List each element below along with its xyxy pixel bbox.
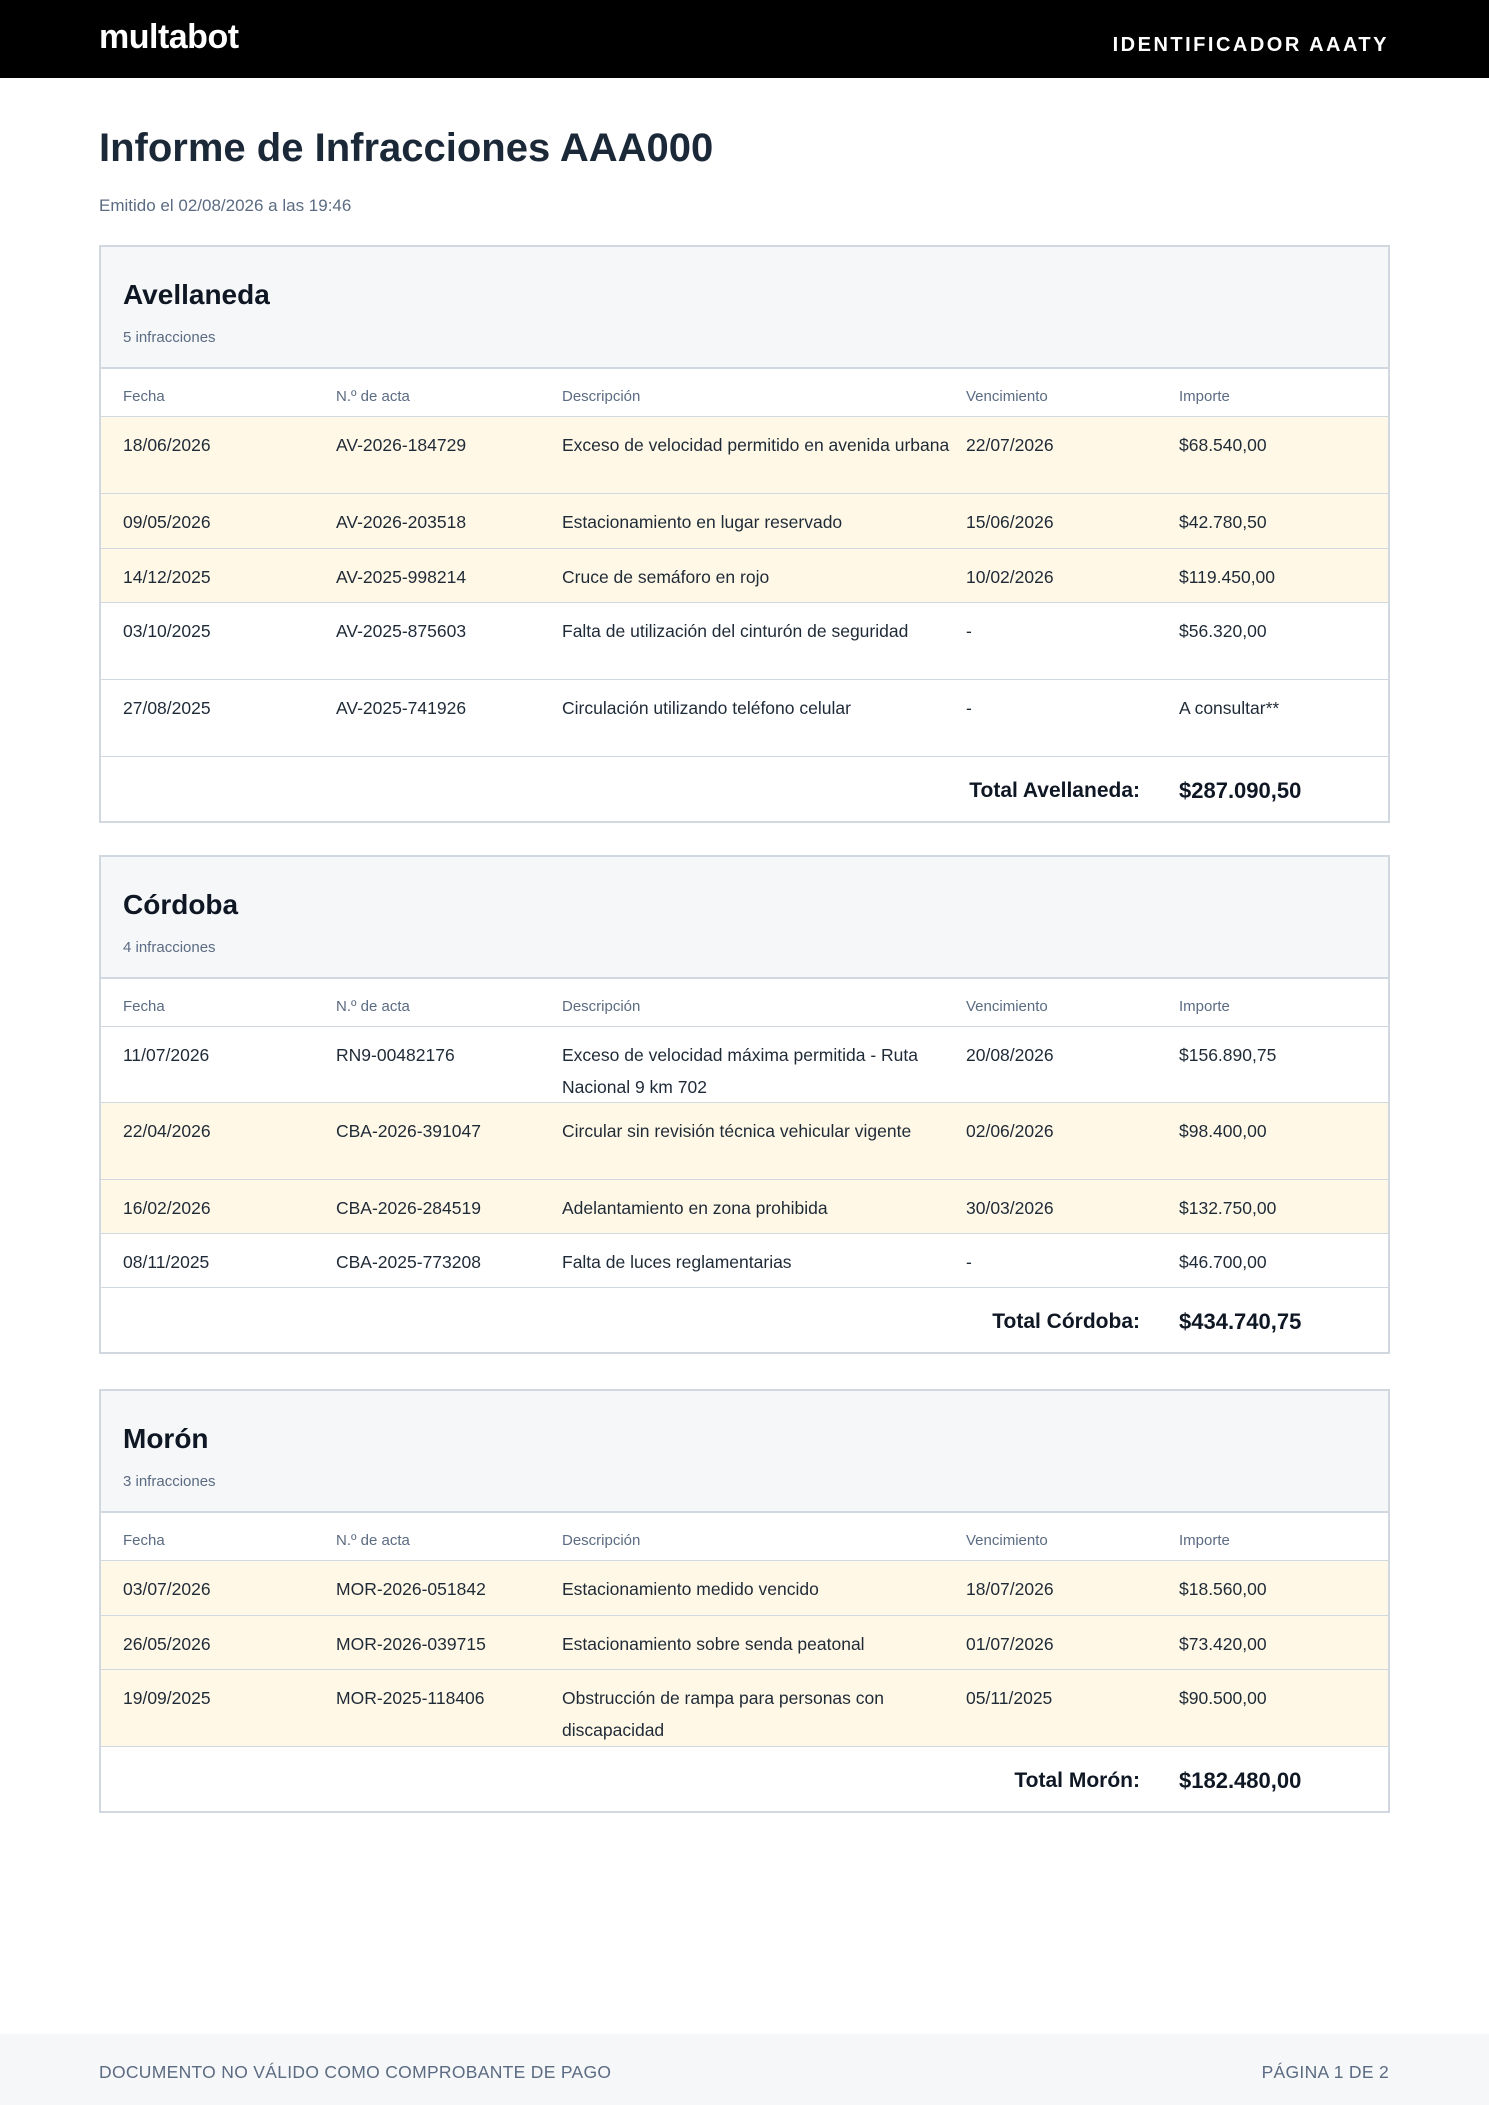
column-header-descripcion: Descripción — [562, 998, 641, 1015]
footer-disclaimer: DOCUMENTO NO VÁLIDO COMO COMPROBANTE DE PAGO — [99, 2062, 612, 2082]
table-row — [101, 494, 1388, 549]
section-name: Córdoba — [123, 889, 239, 920]
cell-importe: $132.750,00 — [1179, 1198, 1277, 1218]
cell-acta: CBA-2026-391047 — [336, 1121, 481, 1141]
column-header-acta: N.º de acta — [336, 1532, 410, 1549]
cell-descripcion: Exceso de velocidad permitido en avenida urbana — [562, 435, 950, 455]
table-row — [101, 680, 1388, 757]
column-header-vencimiento: Vencimiento — [966, 998, 1048, 1015]
cell-importe: $18.560,00 — [1179, 1579, 1267, 1599]
cell-descripcion: Obstrucción de rampa para personas con discapacidad — [562, 1688, 884, 1740]
cell-descripcion: Estacionamiento en lugar reservado — [562, 512, 843, 532]
table-row — [101, 603, 1388, 680]
cell-importe: $68.540,00 — [1179, 435, 1267, 455]
table-header — [101, 1513, 1388, 1561]
cell-vencimiento: - — [966, 621, 972, 641]
cell-acta: MOR-2025-118406 — [336, 1688, 485, 1708]
cell-acta: AV-2025-998214 — [336, 567, 467, 587]
cell-descripcion: Falta de utilización del cinturón de seguridad — [562, 621, 909, 641]
cell-acta: CBA-2025-773208 — [336, 1252, 481, 1272]
section-count: 3 infracciones — [123, 1473, 216, 1490]
section-moron — [99, 1389, 1390, 1813]
section-header — [101, 247, 1388, 369]
cell-acta: MOR-2026-051842 — [336, 1579, 486, 1599]
cell-vencimiento: 22/07/2026 — [966, 435, 1054, 455]
total-label: Total Córdoba: — [992, 1310, 1140, 1333]
cell-importe: $73.420,00 — [1179, 1634, 1267, 1654]
cell-importe: $98.400,00 — [1179, 1121, 1267, 1141]
top-bar — [0, 0, 1489, 78]
cell-vencimiento: 10/02/2026 — [966, 567, 1054, 587]
cell-vencimiento: 30/03/2026 — [966, 1198, 1054, 1218]
page-title: Informe de Infracciones AAA000 — [99, 126, 714, 170]
total-row — [101, 1747, 1388, 1811]
cell-fecha: 27/08/2025 — [123, 698, 211, 718]
cell-acta: AV-2025-875603 — [336, 621, 467, 641]
column-header-fecha: Fecha — [123, 388, 165, 405]
table-header — [101, 979, 1388, 1027]
table-row — [101, 417, 1388, 494]
cell-acta: CBA-2026-284519 — [336, 1198, 481, 1218]
total-value: $434.740,75 — [1179, 1309, 1302, 1334]
table-row — [101, 1180, 1388, 1234]
total-label: Total Avellaneda: — [969, 779, 1140, 802]
cell-vencimiento: 18/07/2026 — [966, 1579, 1054, 1599]
column-header-fecha: Fecha — [123, 1532, 165, 1549]
section-header — [101, 857, 1388, 979]
table-row — [101, 549, 1388, 603]
cell-importe: A consultar** — [1179, 698, 1280, 718]
issued-date: Emitido el 02/08/2026 a las 19:46 — [99, 196, 352, 215]
cell-fecha: 16/02/2026 — [123, 1198, 211, 1218]
cell-descripcion: Circulación utilizando teléfono celular — [562, 698, 851, 718]
cell-fecha: 14/12/2025 — [123, 567, 211, 587]
cell-acta: MOR-2026-039715 — [336, 1634, 486, 1654]
column-header-descripcion: Descripción — [562, 1532, 641, 1549]
cell-fecha: 26/05/2026 — [123, 1634, 211, 1654]
cell-descripcion: Exceso de velocidad máxima permitida - Ruta Nacional 9 km 702 — [562, 1045, 918, 1097]
column-header-importe: Importe — [1179, 388, 1230, 405]
cell-descripcion: Circular sin revisión técnica vehicular vigente — [562, 1121, 912, 1141]
table-row — [101, 1561, 1388, 1616]
cell-fecha: 08/11/2025 — [123, 1252, 210, 1272]
table-header — [101, 369, 1388, 417]
cell-acta: AV-2025-741926 — [336, 698, 467, 718]
column-header-vencimiento: Vencimiento — [966, 388, 1048, 405]
total-value: $182.480,00 — [1179, 1768, 1302, 1793]
cell-importe: $46.700,00 — [1179, 1252, 1267, 1272]
cell-acta: RN9-00482176 — [336, 1045, 455, 1065]
cell-acta: AV-2026-184729 — [336, 435, 467, 455]
cell-fecha: 22/04/2026 — [123, 1121, 211, 1141]
table-row — [101, 1027, 1388, 1103]
cell-importe: $56.320,00 — [1179, 621, 1267, 641]
cell-vencimiento: - — [966, 1252, 972, 1272]
column-header-fecha: Fecha — [123, 998, 165, 1015]
cell-importe: $42.780,50 — [1179, 512, 1267, 532]
column-header-importe: Importe — [1179, 1532, 1230, 1549]
cell-vencimiento: 05/11/2025 — [966, 1688, 1053, 1708]
cell-fecha: 09/05/2026 — [123, 512, 211, 532]
cell-descripcion: Cruce de semáforo en rojo — [562, 567, 770, 587]
table-row — [101, 1670, 1388, 1747]
section-avellaneda — [99, 245, 1390, 823]
table-row — [101, 1103, 1388, 1180]
total-row — [101, 1288, 1388, 1352]
cell-vencimiento: 02/06/2026 — [966, 1121, 1054, 1141]
column-header-descripcion: Descripción — [562, 388, 641, 405]
vehicle-identifier: IDENTIFICADOR AAATY — [1112, 34, 1389, 56]
table-row — [101, 1616, 1388, 1670]
section-header — [101, 1391, 1388, 1513]
section-count: 4 infracciones — [123, 939, 216, 956]
cell-descripcion: Estacionamiento sobre senda peatonal — [562, 1634, 865, 1654]
column-header-importe: Importe — [1179, 998, 1230, 1015]
cell-importe: $156.890,75 — [1179, 1045, 1277, 1065]
total-value: $287.090,50 — [1179, 778, 1302, 803]
cell-fecha: 19/09/2025 — [123, 1688, 211, 1708]
section-count: 5 infracciones — [123, 329, 216, 346]
cell-descripcion: Estacionamiento medido vencido — [562, 1579, 819, 1599]
section-name: Morón — [123, 1423, 209, 1454]
cell-fecha: 03/10/2025 — [123, 621, 211, 641]
cell-acta: AV-2026-203518 — [336, 512, 467, 532]
cell-descripcion: Adelantamiento en zona prohibida — [562, 1198, 828, 1218]
table-row — [101, 1234, 1388, 1288]
page-footer — [0, 2034, 1489, 2105]
column-header-acta: N.º de acta — [336, 388, 410, 405]
cell-vencimiento: 01/07/2026 — [966, 1634, 1054, 1654]
cell-vencimiento: 15/06/2026 — [966, 512, 1054, 532]
cell-vencimiento: 20/08/2026 — [966, 1045, 1054, 1065]
page-number: PÁGINA 1 DE 2 — [1261, 2062, 1389, 2082]
cell-descripcion: Falta de luces reglamentarias — [562, 1252, 792, 1272]
multabot-logo: multabot — [99, 18, 239, 56]
cell-importe: $119.450,00 — [1179, 567, 1276, 587]
table-body — [101, 1027, 1388, 1288]
column-header-vencimiento: Vencimiento — [966, 1532, 1048, 1549]
cell-vencimiento: - — [966, 698, 972, 718]
table-body — [101, 1561, 1388, 1747]
section-name: Avellaneda — [123, 279, 270, 310]
total-label: Total Morón: — [1014, 1769, 1140, 1792]
table-body — [101, 417, 1388, 757]
section-cordoba — [99, 855, 1390, 1354]
cell-importe: $90.500,00 — [1179, 1688, 1267, 1708]
cell-fecha: 18/06/2026 — [123, 435, 211, 455]
column-header-acta: N.º de acta — [336, 998, 410, 1015]
cell-fecha: 03/07/2026 — [123, 1579, 211, 1599]
cell-fecha: 11/07/2026 — [123, 1045, 210, 1065]
total-row — [101, 757, 1388, 821]
